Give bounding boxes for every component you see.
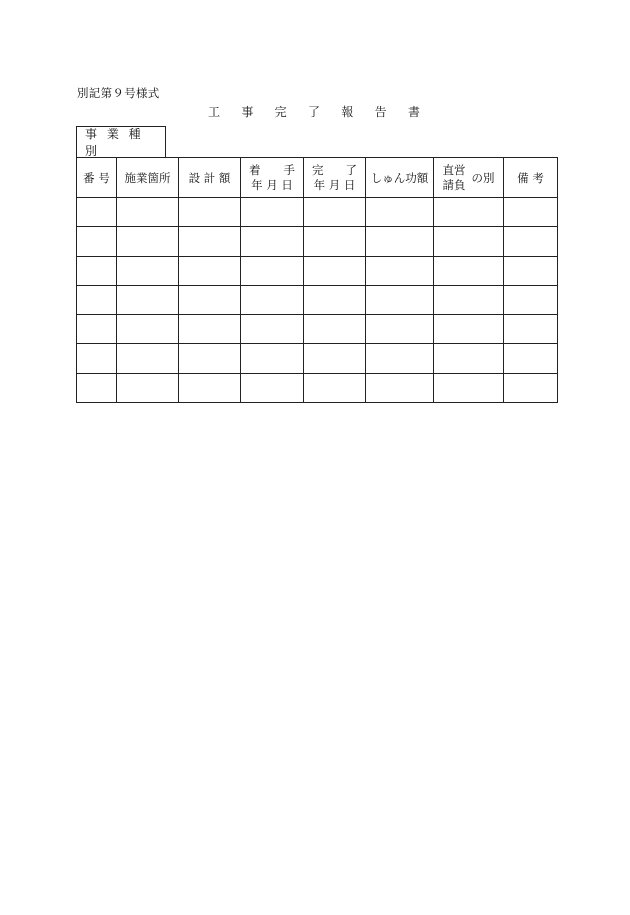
header-location: 施業箇所 [117, 158, 179, 198]
table-cell[interactable] [241, 373, 304, 402]
category-label-box [76, 126, 166, 157]
header-complete-top-right: 了 [345, 162, 357, 177]
table-cell[interactable] [504, 315, 558, 344]
table-row [77, 373, 558, 402]
table-cell[interactable] [241, 256, 304, 285]
table-cell[interactable] [179, 373, 241, 402]
header-start-date [241, 158, 304, 198]
table-cell[interactable] [117, 285, 179, 314]
table-cell[interactable] [504, 198, 558, 227]
category-label: 事 業 種 別 [85, 127, 144, 158]
table-row [77, 344, 558, 373]
table-cell[interactable] [241, 315, 304, 344]
title-char: 工 [208, 105, 221, 119]
table-cell[interactable] [77, 198, 117, 227]
form-id: 別記第９号様式 [77, 86, 160, 100]
header-complete-date [304, 158, 366, 198]
header-complete-top-left: 完 [312, 162, 324, 177]
table-cell[interactable] [304, 227, 366, 256]
header-remarks: 備 考 [504, 158, 558, 198]
table-cell[interactable] [504, 285, 558, 314]
table-cell[interactable] [304, 198, 366, 227]
title-char: 書 [407, 105, 420, 119]
header-type-top: 直営 [442, 162, 466, 177]
table-cell[interactable] [434, 227, 504, 256]
table-cell[interactable] [504, 256, 558, 285]
table-cell[interactable] [117, 373, 179, 402]
table-cell[interactable] [434, 285, 504, 314]
table-cell[interactable] [241, 198, 304, 227]
table-cell[interactable] [179, 198, 241, 227]
header-complete-bottom: 年 月 日 [313, 177, 356, 192]
title-char: 事 [241, 105, 254, 119]
table-row [77, 315, 558, 344]
table-cell[interactable] [434, 198, 504, 227]
table-cell[interactable] [77, 256, 117, 285]
header-type-suffix: の別 [471, 170, 495, 185]
header-start-bottom: 年 月 日 [251, 177, 293, 192]
table-cell[interactable] [366, 227, 434, 256]
table-cell[interactable] [304, 344, 366, 373]
title-char: 報 [341, 105, 354, 119]
table-row [77, 285, 558, 314]
table-cell[interactable] [434, 344, 504, 373]
table-row [77, 256, 558, 285]
table-cell[interactable] [117, 227, 179, 256]
table-cell[interactable] [366, 198, 434, 227]
table-cell[interactable] [179, 315, 241, 344]
table-row [77, 198, 558, 227]
table-cell[interactable] [434, 315, 504, 344]
table-cell[interactable] [77, 373, 117, 402]
table-cell[interactable] [179, 344, 241, 373]
table-row [77, 227, 558, 256]
table-cell[interactable] [504, 344, 558, 373]
table-cell[interactable] [504, 373, 558, 402]
table-cell[interactable] [304, 373, 366, 402]
table-cell[interactable] [434, 256, 504, 285]
table-cell[interactable] [77, 315, 117, 344]
table-cell[interactable] [304, 315, 366, 344]
table-cell[interactable] [366, 344, 434, 373]
table-cell[interactable] [434, 373, 504, 402]
table-cell[interactable] [77, 344, 117, 373]
table-cell[interactable] [179, 256, 241, 285]
header-type-bottom: 請負 [442, 177, 466, 192]
table-cell[interactable] [117, 198, 179, 227]
table-cell[interactable] [241, 285, 304, 314]
table-cell[interactable] [366, 256, 434, 285]
table-cell[interactable] [366, 373, 434, 402]
title-char: 了 [307, 105, 320, 119]
header-row [77, 158, 558, 198]
header-start-top-left: 着 [249, 162, 261, 177]
table-cell[interactable] [77, 285, 117, 314]
table-cell[interactable] [304, 285, 366, 314]
header-start-top-right: 手 [283, 162, 295, 177]
table-cell[interactable] [366, 315, 434, 344]
title-char: 完 [274, 105, 287, 119]
table-cell[interactable] [77, 227, 117, 256]
header-design-amount: 設 計 額 [179, 158, 241, 198]
document-title [208, 103, 420, 120]
table-cell[interactable] [117, 256, 179, 285]
table-cell[interactable] [179, 227, 241, 256]
report-table [76, 157, 558, 403]
table-cell[interactable] [179, 285, 241, 314]
table-cell[interactable] [504, 227, 558, 256]
table-cell[interactable] [117, 344, 179, 373]
table-cell[interactable] [241, 227, 304, 256]
header-work-type [434, 158, 504, 198]
title-char: 告 [374, 105, 387, 119]
table-cell[interactable] [241, 344, 304, 373]
header-completion-amount: しゅん功額 [366, 158, 434, 198]
table-cell[interactable] [304, 256, 366, 285]
header-number: 番 号 [77, 158, 117, 198]
table-cell[interactable] [366, 285, 434, 314]
table-cell[interactable] [117, 315, 179, 344]
